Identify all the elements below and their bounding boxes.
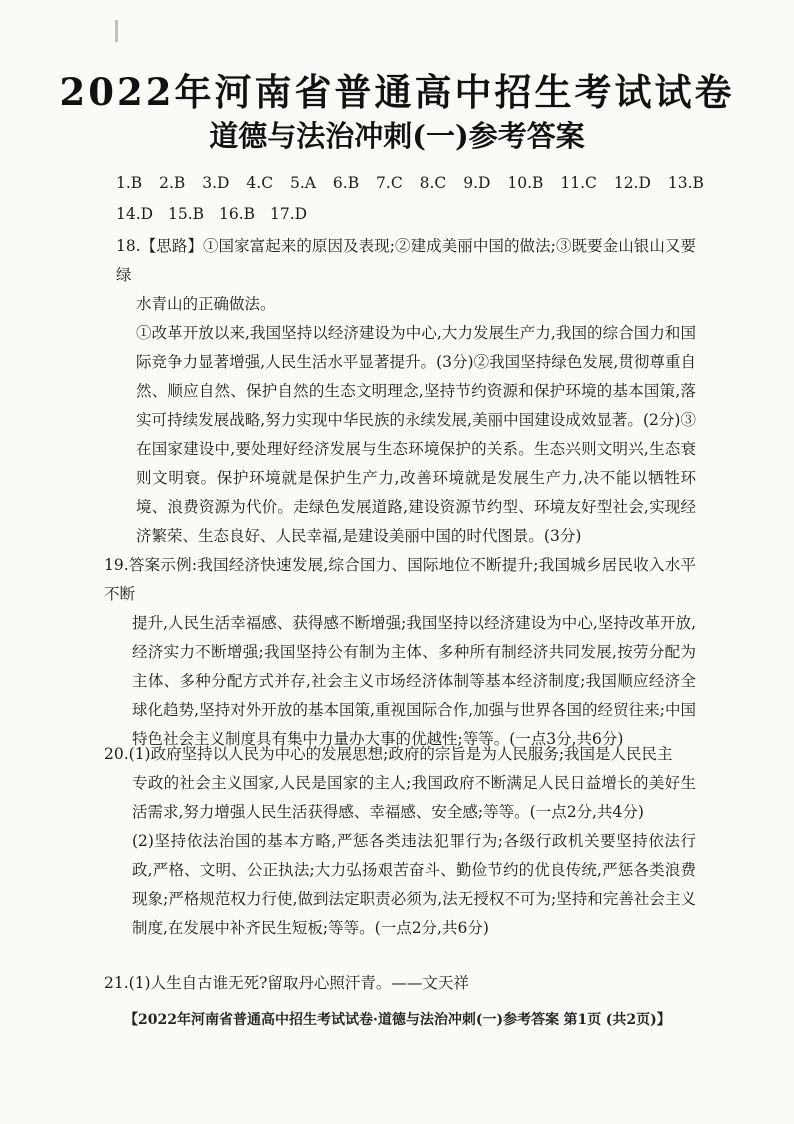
scan-mark [115,20,118,42]
q20-part1-first-line: 20.(1)政府坚持以人民为中心的发展思想;政府的宗旨是为人民服务;我国是人民民主 [104,745,673,763]
footer-total: (共2页)】 [605,1012,671,1028]
footer-page: 第1页 [563,1012,602,1028]
choice-answer: 14.D [116,205,154,223]
q20-part1-body: 专政的社会主义国家,人民是国家的主人;我国政府不断满足人民日益增长的美好生活需求,努力增强人民生活获得感、幸福感、安全感;等等。(一点2分,共4分) [132,774,696,821]
choice-answer: 11.C [560,174,597,192]
choice-answer: 2.B [159,174,186,192]
choice-answer: 15.B [168,205,205,223]
q20-part2: (2)坚持依法治国的基本方略,严惩各类违法犯罪行为;各级行政机关要坚持依法行政,严格、文明、公正执法;大力弘扬艰苦奋斗、勤俭节约的优良传统,严惩各类浪费现象;严格规范权力行使,做到法定职责必须为,法无授权不可为;坚持和完善社会主义制度,在发展中补齐民生短板;等等。(一点2分,共6分) [132,832,696,937]
question-18-answer [116,232,696,551]
choice-answer: 6.B [332,174,360,192]
question-20-answer [104,740,696,943]
choice-answer: 1.B [116,174,143,192]
choice-answers-row-2 [116,203,317,225]
q19-body: 提升,人民生活幸福感、获得感不断增强;我国坚持以经济建设为中心,坚持改革开放,经济实力不断增强;我国坚持公有制为主体、多种所有制经济共同发展,按劳分配为主体、多种分配方式并存,社会主义市场经济体制等基本经济制度;我国顺应经济全球化趋势,坚持对外开放的基本国策,重视国际合作,加强与世界各国的经贸往来;中国特色社会主义制度具有集中力量办大事的优越性;等等。(一点3分,共6分) [132,614,696,748]
q18-approach-cont: 水青山的正确做法。 [136,295,276,313]
exam-title: 2022年河南省普通高中招生考试试卷 [59,70,735,114]
choice-answer: 7.C [376,174,403,192]
choice-answer: 10.B [507,174,544,192]
choice-answer: 4.C [246,174,274,192]
choice-answer: 16.B [219,205,256,223]
choice-answer: 12.D [613,174,651,192]
choice-answer: 9.D [463,174,491,192]
exam-subtitle: 道德与法治冲刺(一)参考答案 [209,119,585,153]
q18-answer-body: ①改革开放以来,我国坚持以经济建设为中心,大力发展生产力,我国的综合国力和国际竞争力显著增强,人民生活水平显著提升。(3分)②我国坚持绿色发展,贯彻尊重自然、顺应自然、保护自然的生态文明理念,坚持节约资源和保护环境的基本国策,落实可持续发展战略,努力实现中华民族的永续发展,美丽中国建设成效显著。(2分)③在国家建设中,要处理好经济发展与生态环境保护的关系。生态兴则文明兴,生态衰则文明衰。保护环境就是保护生产力,改善环境就是发展生产力,决不能以牺牲环境、浪费资源为代价。走绿色发展道路,建设资源节约型、环境友好型社会,实现经济繁荣、生态良好、人民幸福,是建设美丽中国的时代图景。(3分) [136,324,696,545]
choice-answer: 17.D [269,205,308,223]
page-footer [124,1010,704,1030]
choice-answer: 5.A [290,174,316,192]
q21-part1: 21.(1)人生自古谁无死?留取丹心照汗青。——文天祥 [104,974,469,992]
choice-answers-row-1 [116,172,716,194]
question-21-answer [104,969,696,998]
q19-first-line: 19.答案示例:我国经济快速发展,综合国力、国际地位不断提升;我国城乡居民收入水平不断 [104,556,696,603]
question-19-answer [104,551,696,754]
footer-title: 【2022年河南省普通高中招生考试试卷·道德与法治冲刺(一)参考答案 [124,1012,560,1028]
choice-answer: 13.B [667,174,704,192]
choice-answer: 8.C [419,174,447,192]
q18-approach: 18.【思路】①国家富起来的原因及表现;②建成美丽中国的做法;③既要金山银山又要绿 [116,237,696,284]
choice-answer: 3.D [202,174,230,192]
